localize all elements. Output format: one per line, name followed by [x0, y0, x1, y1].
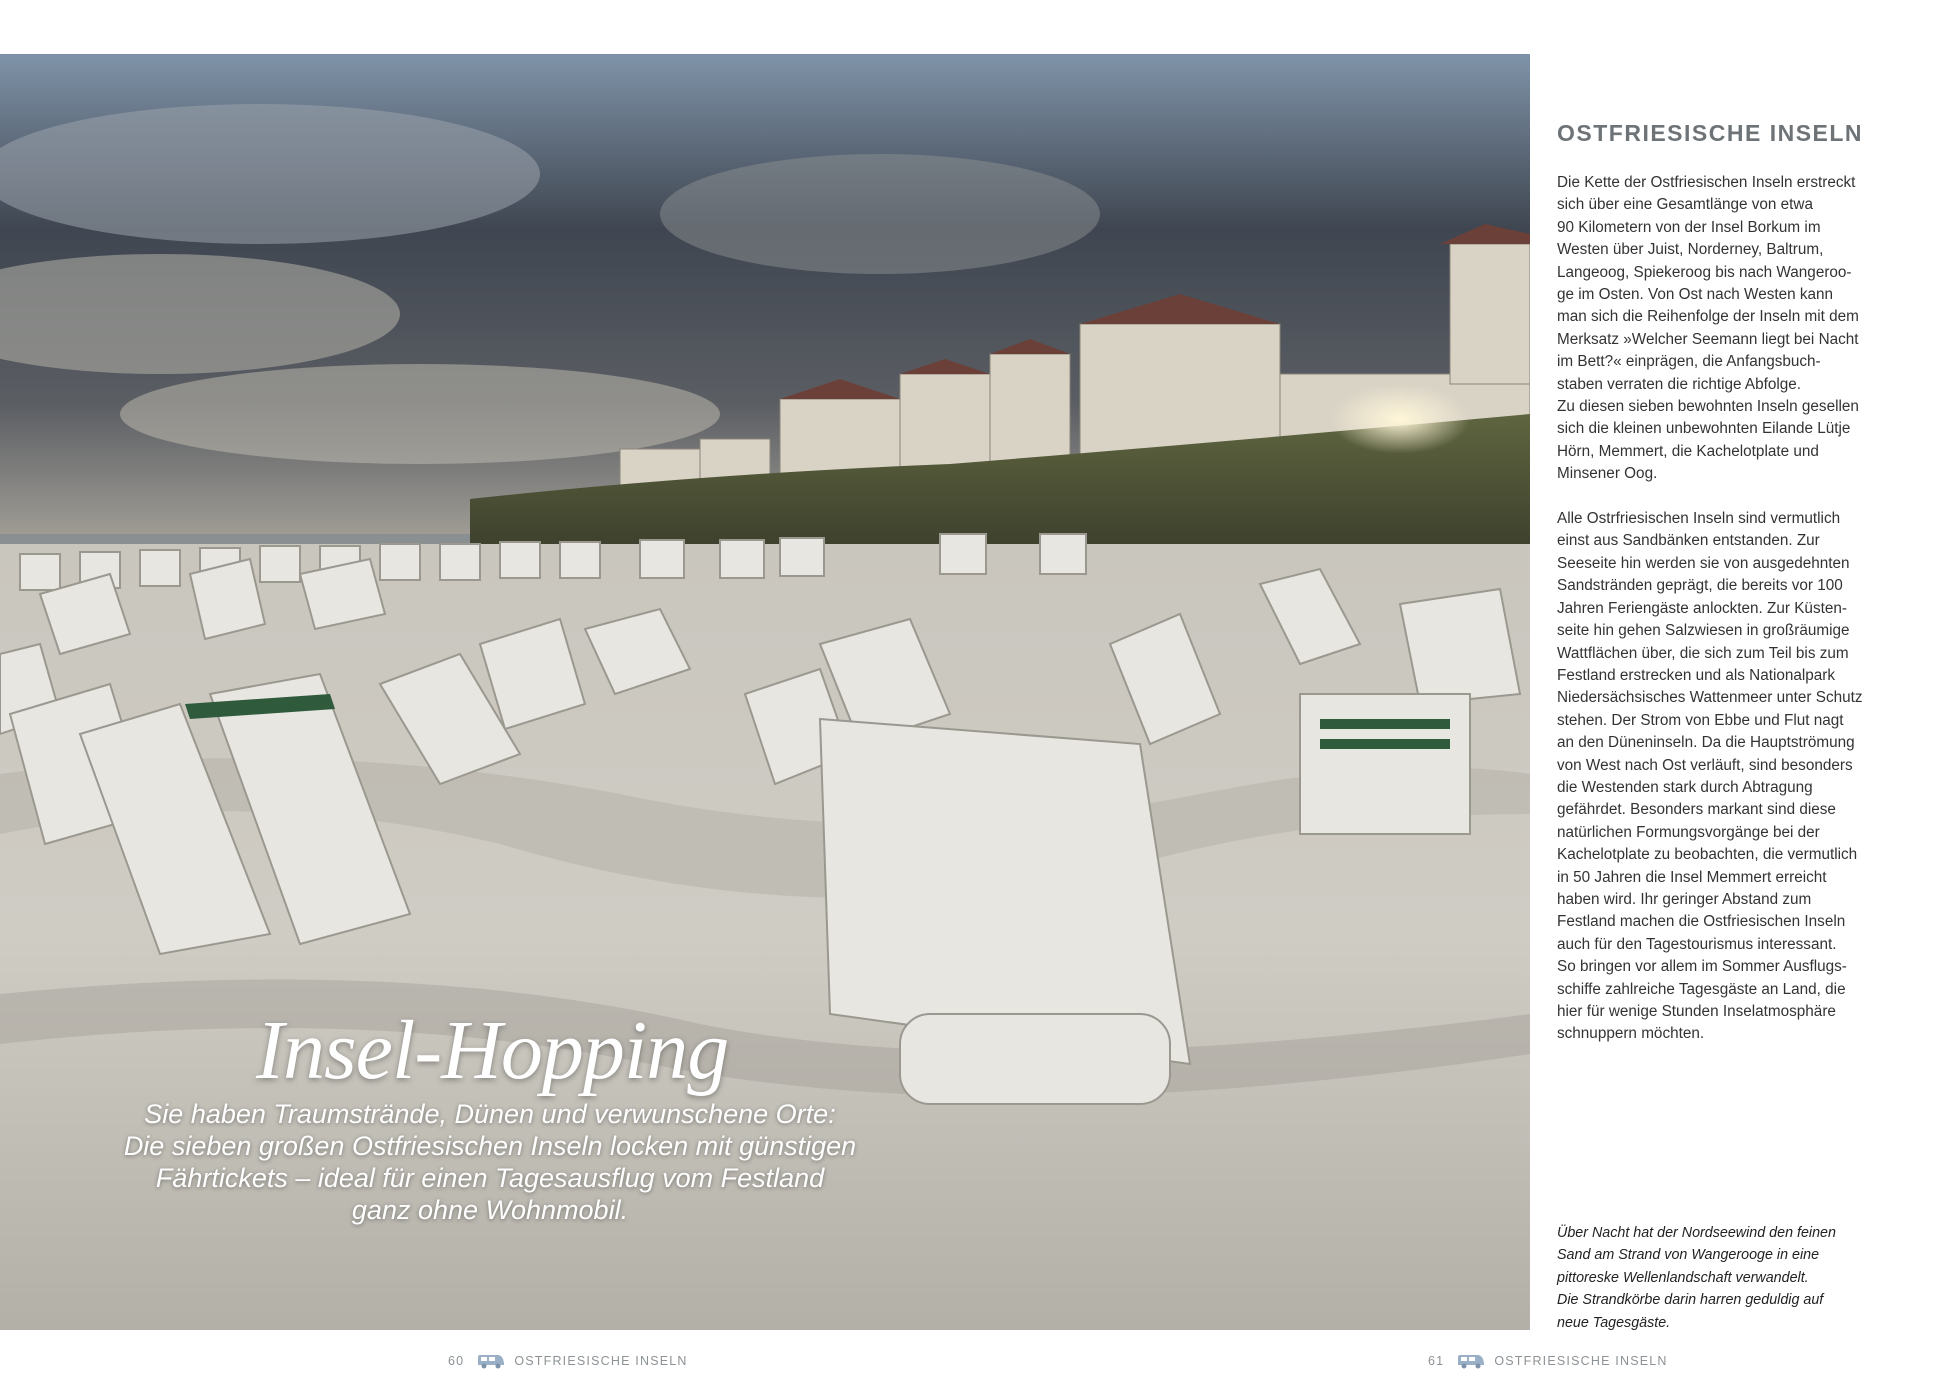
beach-photo	[0, 54, 1530, 1330]
caption-line: neue Tagesgäste.	[1557, 1314, 1671, 1331]
subline	[110, 1098, 870, 1226]
body-line: von West nach Ost verläuft, sind besonders	[1557, 756, 1853, 774]
body-line: Westen über Juist, Norderney, Baltrum,	[1557, 241, 1824, 259]
body-line: Zu diesen sieben bewohnten Inseln gesellen	[1557, 398, 1859, 416]
paragraph-gap	[1557, 486, 1897, 508]
body-line: Sandstränden geprägt, die bereits vor 100	[1557, 577, 1843, 595]
right-folio	[1428, 1353, 1668, 1369]
page-number: 61	[1428, 1354, 1445, 1368]
body-line: Jahren Feriengäste anlockten. Zur Küsten-	[1557, 599, 1847, 617]
body-line: Hörn, Memmert, die Kachelotplate und	[1557, 442, 1819, 460]
body-line: seite hin gehen Salzwiesen in großräumige	[1557, 622, 1850, 640]
body-line: auch für den Tagestourismus interessant.	[1557, 935, 1837, 953]
folio-section: OSTFRIESISCHE INSELN	[1494, 1354, 1668, 1368]
body-line: sich über eine Gesamtlänge von etwa	[1557, 196, 1813, 214]
body-line: in 50 Jahren die Insel Memmert erreicht	[1557, 868, 1827, 886]
camper-van-icon	[476, 1353, 506, 1369]
body-line: Langeoog, Spiekeroog bis nach Wangeroo-	[1557, 263, 1852, 281]
subline-line: ganz ohne Wohnmobil.	[351, 1195, 629, 1225]
body-line: So bringen vor allem im Sommer Ausflugs-	[1557, 958, 1847, 976]
body-line: Niedersächsisches Wattenmeer unter Schutz	[1557, 689, 1863, 707]
photo-caption	[1557, 1222, 1897, 1334]
article-body	[1557, 172, 1897, 1046]
body-line: hier für wenige Stunden Inselatmosphäre	[1557, 1003, 1836, 1021]
body-line: im Bett?« einprägen, die Anfangsbuch-	[1557, 353, 1821, 371]
subline-line: Fährtickets – ideal für einen Tagesausflug vom Festland	[155, 1163, 825, 1193]
body-line: Minsener Oog.	[1557, 465, 1658, 483]
body-line: gefährdet. Besonders markant sind diese	[1557, 801, 1836, 819]
subline-line: Die sieben großen Ostfriesischen Inseln locken mit günstigen	[123, 1131, 857, 1161]
body-line: Festland erstrecken und als Nationalpark	[1557, 666, 1836, 684]
section-title: OSTFRIESISCHE INSELN	[1557, 120, 1864, 146]
subline-line: Sie haben Traumstrände, Dünen und verwunschene Orte:	[144, 1099, 836, 1129]
body-line: an den Düneninseln. Da die Hauptströmung	[1557, 734, 1855, 752]
body-line: schiffe zahlreiche Tagesgäste an Land, die	[1557, 980, 1846, 998]
body-line: Merksatz »Welcher Seemann liegt bei Nacht	[1557, 330, 1859, 348]
left-folio	[448, 1353, 688, 1369]
caption-line: Die Strandkörbe darin harren geduldig auf	[1557, 1292, 1824, 1309]
body-line: sich die kleinen unbewohnten Eilande Lütje	[1557, 420, 1851, 438]
body-line: schnuppern möchten.	[1557, 1025, 1705, 1043]
body-line: staben verraten die richtige Abfolge.	[1557, 375, 1802, 393]
body-line: die Westenden stark durch Abtragung	[1557, 778, 1813, 796]
body-line: 90 Kilometern von der Insel Borkum im	[1557, 218, 1821, 236]
camper-van-icon	[1456, 1353, 1486, 1369]
body-line: natürlichen Formungsvorgänge bei der	[1557, 823, 1820, 841]
caption-line: Über Nacht hat der Nordseewind den feinen	[1557, 1225, 1836, 1241]
body-line: Wattflächen über, die sich zum Teil bis zum	[1557, 644, 1849, 662]
body-line: Kachelotplate zu beobachten, die vermutlich	[1557, 846, 1858, 864]
body-line: Die Kette der Ostfriesischen Inseln erstreckt	[1557, 174, 1856, 191]
page-number: 60	[448, 1354, 465, 1368]
body-line: man sich die Reihenfolge der Inseln mit dem	[1557, 308, 1859, 326]
body-line: einst aus Sandbänken entstanden. Zur	[1557, 532, 1820, 550]
body-line: stehen. Der Strom von Ebbe und Flut nagt	[1557, 711, 1844, 729]
body-line: Alle Ostrfriesischen Inseln sind vermutlich	[1557, 510, 1841, 528]
body-line: ge im Osten. Von Ost nach Westen kann	[1557, 286, 1834, 304]
body-line: Seeseite hin werden sie von ausgedehnten	[1557, 554, 1850, 572]
caption-line: Sand am Strand von Wangerooge in eine	[1557, 1247, 1820, 1264]
headline: Insel-Hopping	[256, 1004, 729, 1097]
body-line: haben wird. Ihr geringer Abstand zum	[1557, 890, 1812, 908]
body-line: Festland machen die Ostfriesischen Inseln	[1557, 913, 1846, 931]
folio-section: OSTFRIESISCHE INSELN	[514, 1354, 688, 1368]
caption-line: pittoreske Wellenlandschaft verwandelt.	[1557, 1269, 1809, 1286]
